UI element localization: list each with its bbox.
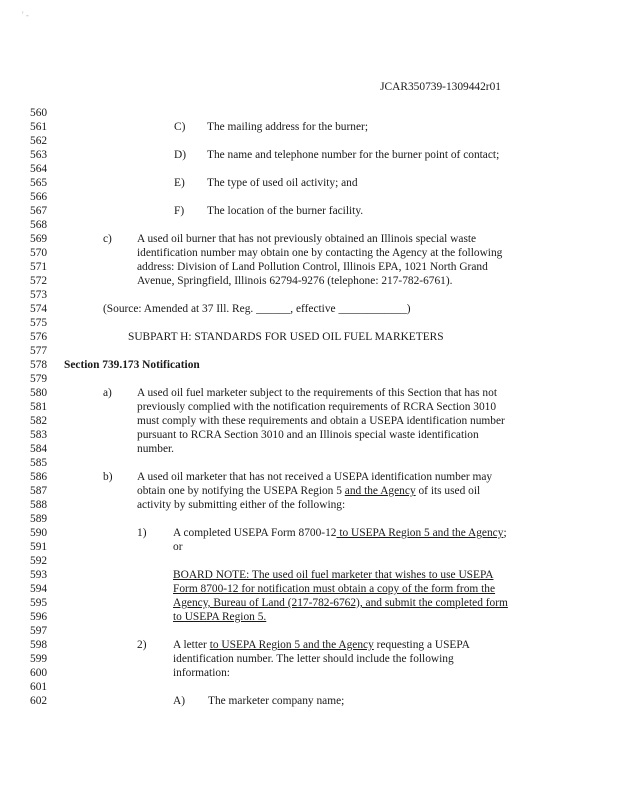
line-number: 566 xyxy=(30,191,48,203)
para-b-line: activity by submitting either of the following: xyxy=(137,499,346,511)
item-f-label: F) xyxy=(174,205,185,217)
line-number: 589 xyxy=(30,513,48,525)
source-note: (Source: Amended at 37 Ill. Reg. ______, effective ____________) xyxy=(103,303,411,315)
line-number: 568 xyxy=(30,219,48,231)
line-number: 582 xyxy=(30,415,48,427)
line-number: 564 xyxy=(30,163,48,175)
para-b-text: of its used oil xyxy=(415,485,481,497)
line-number: 592 xyxy=(30,555,48,567)
item-1-line xyxy=(173,526,507,540)
line-number: 576 xyxy=(30,331,48,343)
line-number: 570 xyxy=(30,247,48,259)
board-note-line: Agency, Bureau of Land (217-782-6762), and submit the completed form xyxy=(173,597,508,609)
item-2-text: requesting a USEPA xyxy=(373,639,470,651)
line-number: 575 xyxy=(30,317,48,329)
line-number: 594 xyxy=(30,583,48,595)
item-c-label: C) xyxy=(174,121,186,133)
item-1-label: 1) xyxy=(137,527,147,539)
line-number: 598 xyxy=(30,639,48,651)
line-number: 580 xyxy=(30,387,48,399)
line-number: 565 xyxy=(30,177,48,189)
line-number: 577 xyxy=(30,345,48,357)
para-a-line: must comply with these requirements and obtain a USEPA identification number xyxy=(137,415,505,427)
item-1-text: ; xyxy=(503,527,507,539)
item-1-insertion: to USEPA Region 5 and the Agency xyxy=(336,527,504,539)
line-number: 581 xyxy=(30,401,48,413)
para-a-line: pursuant to RCRA Section 3010 and an Illinois special waste identification xyxy=(137,429,479,441)
para-b-text: obtain one by notifying the USEPA Region 5 xyxy=(137,485,345,497)
line-number: 587 xyxy=(30,485,48,497)
item-2-text: A letter xyxy=(173,639,210,651)
item-f-text: The location of the burner facility. xyxy=(207,205,364,217)
para-a-line: number. xyxy=(137,443,175,455)
corner-mark: ' - xyxy=(22,10,29,20)
line-number: 600 xyxy=(30,667,48,679)
subpart-heading: SUBPART H: STANDARDS FOR USED OIL FUEL MARKETERS xyxy=(128,331,444,343)
line-number: 578 xyxy=(30,359,48,371)
para-c-label: c) xyxy=(103,233,112,245)
line-number: 572 xyxy=(30,275,48,287)
item-d-label: D) xyxy=(174,149,187,161)
line-number: 593 xyxy=(30,569,48,581)
para-b-line: A used oil marketer that has not received a USEPA identification number may xyxy=(137,471,493,483)
line-number: 560 xyxy=(30,107,48,119)
line-number: 579 xyxy=(30,373,48,385)
line-number: 599 xyxy=(30,653,48,665)
para-b-insertion: and the Agency xyxy=(344,485,416,497)
line-number: 588 xyxy=(30,499,48,511)
item-a-label: A) xyxy=(173,695,186,707)
item-1-text: A completed USEPA Form 8700-12 xyxy=(173,527,337,539)
line-number: 591 xyxy=(30,541,48,553)
section-heading: Section 739.173 Notification xyxy=(64,359,200,371)
item-d-text: The name and telephone number for the burner point of contact; xyxy=(207,149,500,161)
line-number: 585 xyxy=(30,457,48,469)
line-number: 601 xyxy=(30,681,48,693)
line-number: 602 xyxy=(30,695,48,707)
line-number: 561 xyxy=(30,121,48,133)
board-note-line: BOARD NOTE: The used oil fuel marketer that wishes to use USEPA xyxy=(173,569,494,581)
para-a-line: A used oil fuel marketer subject to the requirements of this Section that has not xyxy=(137,387,497,399)
board-note-line: to USEPA Region 5. xyxy=(173,611,267,623)
item-c-text: The mailing address for the burner; xyxy=(207,121,368,133)
line-number: 563 xyxy=(30,149,48,161)
line-number: 571 xyxy=(30,261,48,273)
para-c-line: address: Division of Land Pollution Control, Illinois EPA, 1021 North Grand xyxy=(137,261,488,273)
line-number: 569 xyxy=(30,233,48,245)
para-c-line: identification number may obtain one by contacting the Agency at the following xyxy=(137,247,503,259)
line-number: 597 xyxy=(30,625,48,637)
item-e-text: The type of used oil activity; and xyxy=(207,177,358,189)
item-1-line: or xyxy=(173,541,183,553)
line-number: 586 xyxy=(30,471,48,483)
para-c-line: A used oil burner that has not previously obtained an Illinois special waste xyxy=(137,233,477,245)
item-e-label: E) xyxy=(174,177,185,189)
document-id: JCAR350739-1309442r01 xyxy=(380,81,501,93)
line-number: 583 xyxy=(30,429,48,441)
line-number: 574 xyxy=(30,303,48,315)
para-c-line: Avenue, Springfield, Illinois 62794-9276 (telephone: 217-782-6761). xyxy=(137,275,453,287)
para-b-line xyxy=(137,484,480,498)
item-2-insertion: to USEPA Region 5 and the Agency xyxy=(209,639,374,651)
line-number: 590 xyxy=(30,527,48,539)
line-number: 595 xyxy=(30,597,48,609)
line-number: 584 xyxy=(30,443,48,455)
line-number: 596 xyxy=(30,611,48,623)
board-note-line: Form 8700-12 for notification must obtain a copy of the form from the xyxy=(173,583,496,595)
line-number: 573 xyxy=(30,289,48,301)
item-2-label: 2) xyxy=(137,639,147,651)
line-number: 567 xyxy=(30,205,48,217)
item-a-text: The marketer company name; xyxy=(208,695,345,707)
para-a-label: a) xyxy=(103,387,112,399)
para-a-line: previously complied with the notification requirements of RCRA Section 3010 xyxy=(137,401,497,413)
para-b-label: b) xyxy=(103,471,113,483)
item-2-line xyxy=(173,638,470,652)
line-number: 562 xyxy=(30,135,48,147)
item-2-line: information: xyxy=(173,667,230,679)
item-2-line: identification number. The letter should include the following xyxy=(173,653,454,665)
